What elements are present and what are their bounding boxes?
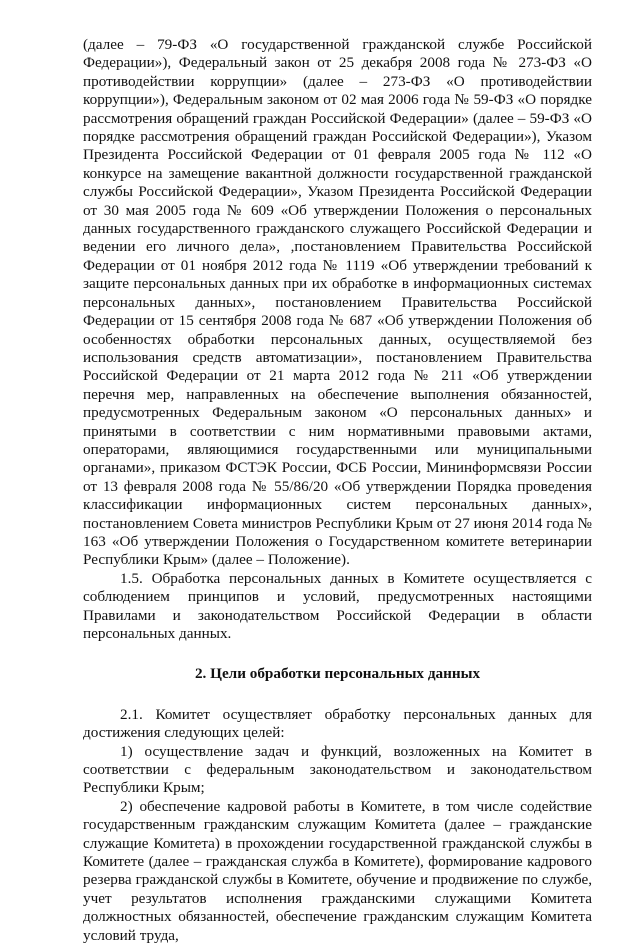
paragraph-legal-basis: (далее – 79-ФЗ «О государственной гражданской службе Российской Федерации»), Федеральный закон от 25 декабря 2008 года № 273-ФЗ «О противодействии коррупции» (далее – 273-ФЗ «О противодействии коррупции»), Федеральным законом от 02 мая 2006 года № 59-ФЗ «О порядке рассмотрения обращений граждан Российской Федерации» (далее – 59-ФЗ «О порядке рассмотрения обращений граждан Российской Федерации»), Указом Президента Российской Федерации от 01 февраля 2005 года № 112 «О конкурсе на замещение вакантной должности государственной гражданской службы Российской Федерации», Указом Президента Российской Федерации от 30 мая 2005 года № 609 «Об утверждении Положения о персональных данных государственного гражданского служащего Российской Федерации и ведении его личного дела», ,постановлением Правительства Российской Федерации от 01 ноября 2012 года № 1119 «Об утверждении требований к защите персональных данных при их обработке в информационных системах персональных данных», постановлением Правительства Российской Федерации от 15 сентября 2008 года № 687 «Об утверждении Положения об особенностях обработки персональных данных, осуществляемой без использования средств автоматизации», постановлением Правительства Российской Федерации от 21 марта 2012 года № 211 «Об утверждении перечня мер, направленных на обеспечение выполнения обязанностей, предусмотренных Федеральным законом «О персональных данных» и принятыми в соответствии с ним нормативными правовыми актами, операторами, являющимися государственными или муниципальными органами», приказом ФСТЭК России, ФСБ России, Мининформсвязи России от 13 февраля 2008 года № 55/86/20 «Об утверждении Порядка проведения классификации информационных систем персональных данных», постановлением Совета министров Республики Крым от 27 июня 2014 года № 163 «Об утверждении Положения о Государственном комитете ветеринарии Республики Крым» (далее – Положение). xyxy=(83,36,592,569)
paragraph-2-1: 2.1. Комитет осуществляет обработку персональных данных для достижения следующих целей: xyxy=(83,705,592,742)
paragraph-1-5: 1.5. Обработка персональных данных в Комитете осуществляется с соблюдением принципов и условий, предусмотренных настоящими Правилами и законодательством Российской Федерации в области персональных данных. xyxy=(83,569,592,642)
section-heading: 2. Цели обработки персональных данных xyxy=(194,665,481,683)
paragraph-2-1-2: 2) обеспечение кадровой работы в Комитете, в том числе содействие государственным гражданским служащим Комитета (далее – гражданские служащие Комитета) в прохождении государственной гражданской службы в Комитете (далее – гражданская служба в Комитете), формирование кадрового резерва гражданской службы в Комитете, обучение и продвижение по службе, учет результатов исполнения гражданскими служащими Комитета должностных обязанностей, обеспечение гражданским служащим Комитета условий труда, xyxy=(83,797,592,944)
paragraph-2-1-1: 1) осуществление задач и функций, возложенных на Комитет в соответствии с федеральным законодательством и законодательством Республики Крым; xyxy=(83,742,592,797)
